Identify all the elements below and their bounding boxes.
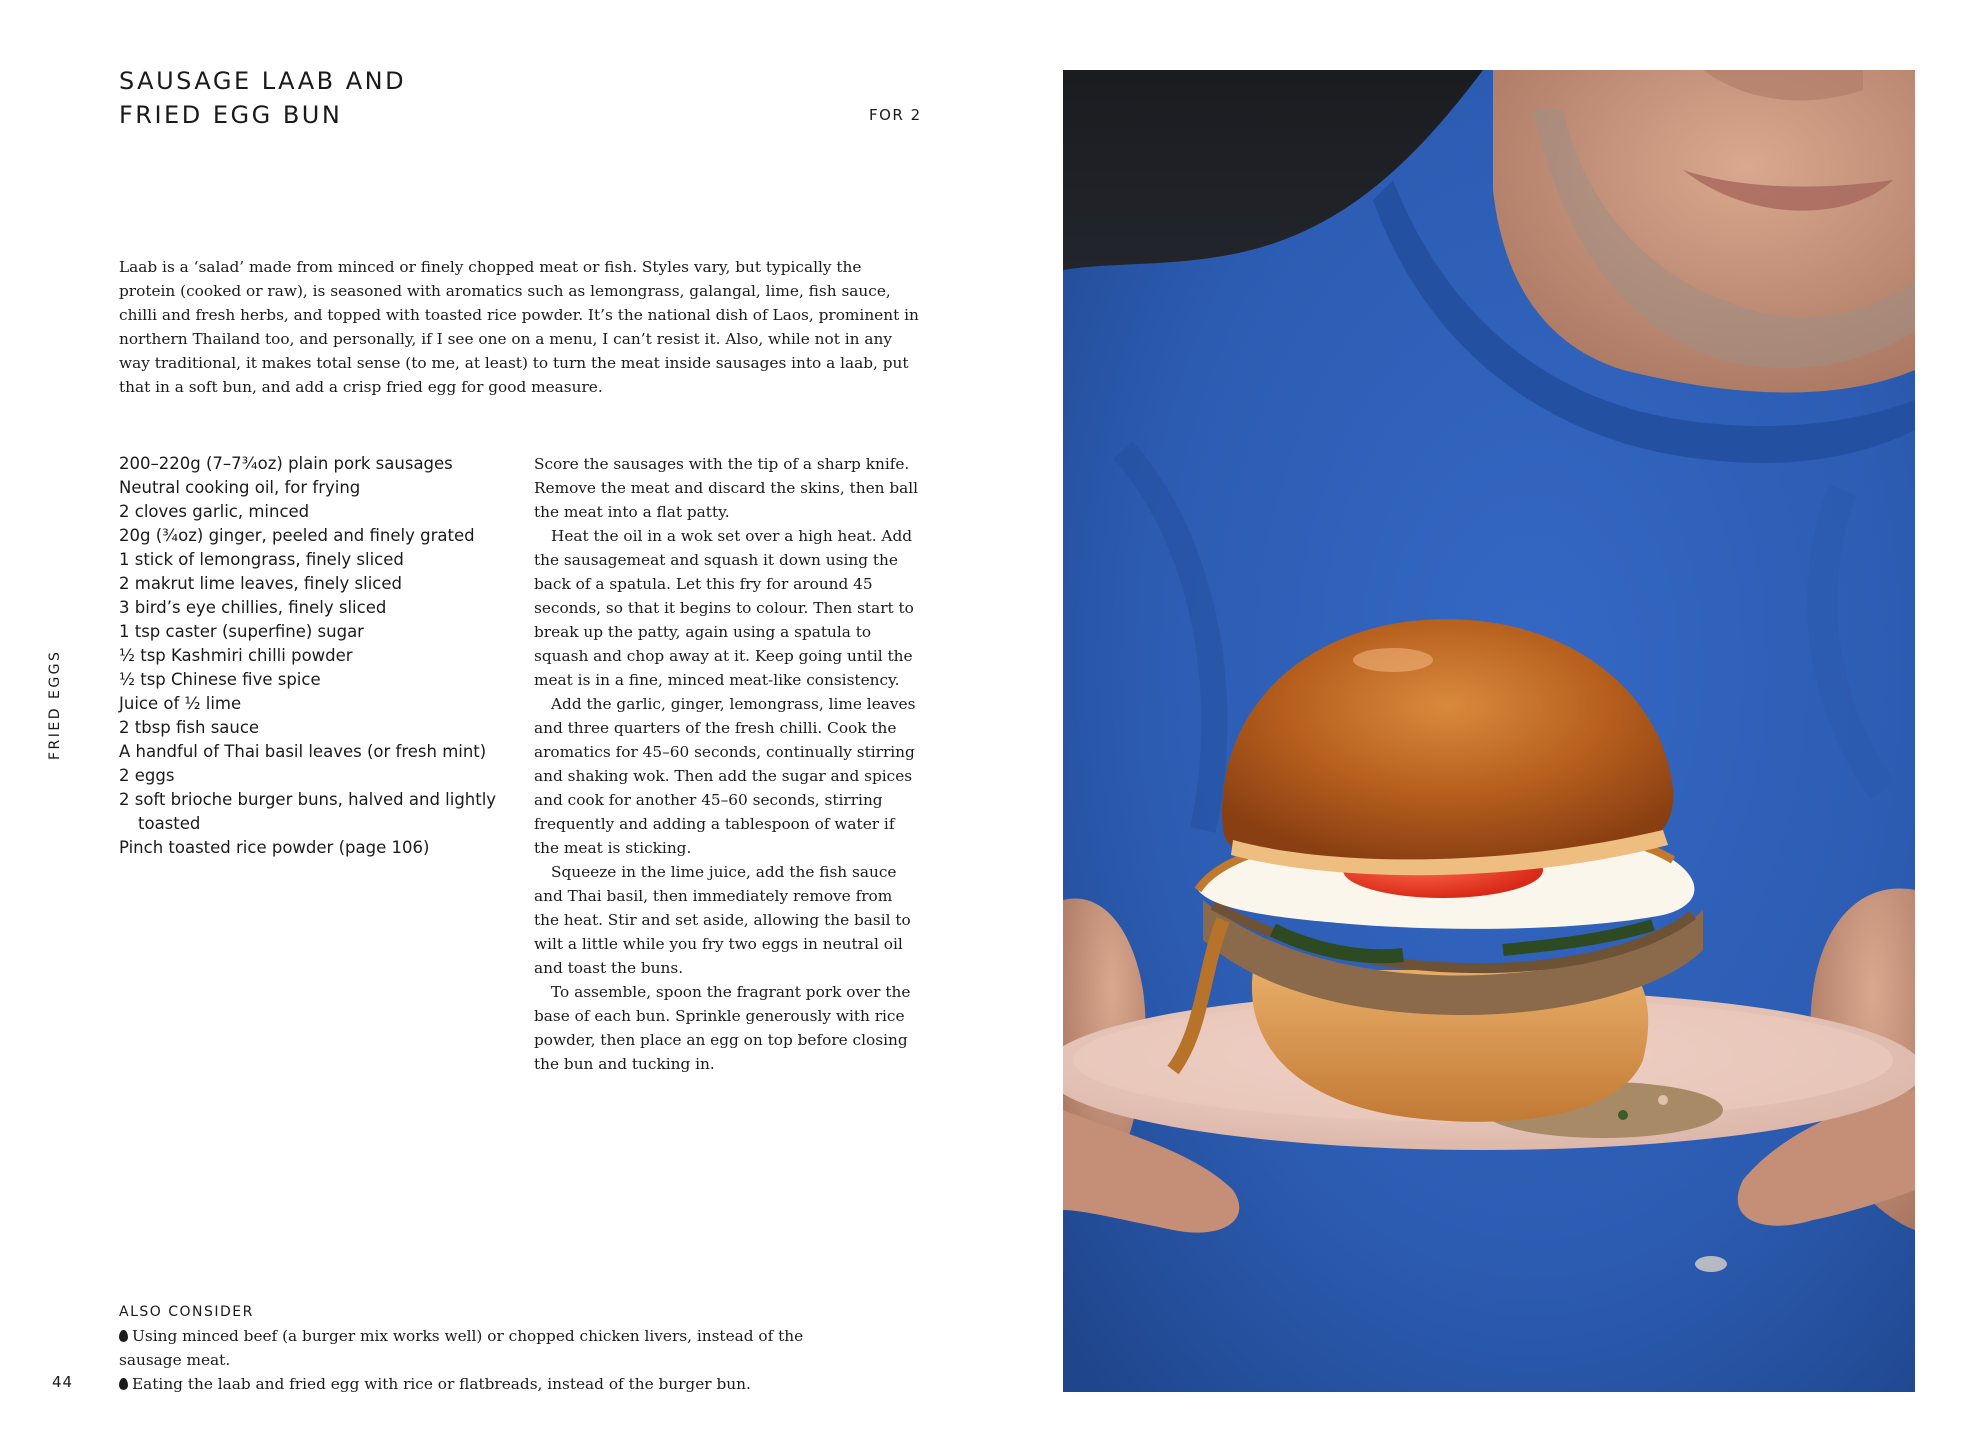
ingredient-item: 3 bird’s eye chillies, finely sliced [119, 598, 387, 617]
method-step: Squeeze in the lime juice, add the fish sauce and Thai basil, then immediately remove from the heat. Stir and set aside, allowing the basil to wilt a little while you fry two eggs in neutral oil and toast the buns. [534, 863, 911, 977]
page-number: 44 [52, 1373, 74, 1391]
section-label: FRIED EGGS [47, 649, 63, 760]
drop-bullet-icon [119, 1330, 128, 1342]
method-step: To assemble, spoon the fragrant pork over the base of each bun. Sprinkle generously with rice powder, then place an egg on top before closing the bun and tucking in. [534, 983, 911, 1073]
tip-text: Using minced beef (a burger mix works well) or chopped chicken livers, instead of the sausage meat. [119, 1327, 804, 1369]
ingredient-item: 2 soft brioche burger buns, halved and lightly toasted [119, 790, 497, 833]
ingredient-item: ½ tsp Kashmiri chilli powder [119, 646, 353, 665]
ingredient-item: 20g (¾oz) ginger, peeled and finely grated [119, 526, 475, 545]
ingredient-item: 1 stick of lemongrass, finely sliced [119, 550, 404, 569]
drop-bullet-icon [119, 1378, 128, 1390]
tip-text: Eating the laab and fried egg with rice or flatbreads, instead of the burger bun. [132, 1375, 751, 1393]
tip-item [119, 1372, 839, 1396]
method-step: Add the garlic, ginger, lemongrass, lime leaves and three quarters of the fresh chilli. Cook the aromatics for 45–60 seconds, continually stirring and shaking wok. Then add the sugar and spices and cook for another 45–60 seconds, stirring frequently and adding a tablespoon of water if the meat is sticking. [534, 695, 916, 857]
recipe-photo [1063, 70, 1915, 1392]
recipe-title [119, 64, 406, 132]
recipe-title-line-1: SAUSAGE LAAB AND [119, 67, 407, 95]
also-consider-title: ALSO CONSIDER [119, 1304, 254, 1320]
ingredient-item: Neutral cooking oil, for frying [119, 478, 361, 497]
serves-label: FOR 2 [869, 106, 922, 124]
ingredient-list [119, 452, 519, 860]
ingredient-item: 2 cloves garlic, minced [119, 502, 310, 521]
method-steps [534, 452, 920, 1076]
ingredient-item: 1 tsp caster (superfine) sugar [119, 622, 364, 641]
ingredient-item: 2 makrut lime leaves, finely sliced [119, 574, 402, 593]
ingredient-item: Pinch toasted rice powder (page 106) [119, 838, 430, 857]
recipe-intro: Laab is a ‘salad’ made from minced or finely chopped meat or fish. Styles vary, but typically the protein (cooked or raw), is seasoned with aromatics such as lemongrass, galangal, lime, fish sauce, chilli and fresh herbs, and topped with toasted rice powder. It’s the national dish of Laos, prominent in northern Thailand too, and personally, if I see one on a menu, I can’t resist it. Also, while not in any way traditional, it makes total sense (to me, at least) to turn the meat inside sausages into a laab, put that in a soft bun, and add a crisp fried egg for good measure. [119, 258, 919, 396]
method-step: Heat the oil in a wok set over a high heat. Add the sausagemeat and squash it down using the back of a spatula. Let this fry for around 45 seconds, so that it begins to colour. Then start to break up the patty, again using a spatula to squash and chop away at it. Keep going until the meat is in a fine, minced meat-like consistency. [534, 527, 914, 689]
ingredient-item: Juice of ½ lime [119, 694, 242, 713]
ingredient-item: 2 eggs [119, 766, 175, 785]
burger-photo-illustration [1063, 70, 1915, 1392]
also-consider [119, 1300, 839, 1396]
ingredient-item: A handful of Thai basil leaves (or fresh mint) [119, 742, 487, 761]
ingredient-item: 200–220g (7–7¾oz) plain pork sausages [119, 454, 453, 473]
ingredient-item: 2 tbsp fish sauce [119, 718, 260, 737]
recipe-title-line-2: FRIED EGG BUN [119, 101, 343, 129]
tip-item [119, 1324, 839, 1372]
method-step: Score the sausages with the tip of a sharp knife. Remove the meat and discard the skins, then ball the meat into a flat patty. [534, 455, 919, 521]
ingredient-item: ½ tsp Chinese five spice [119, 670, 321, 689]
